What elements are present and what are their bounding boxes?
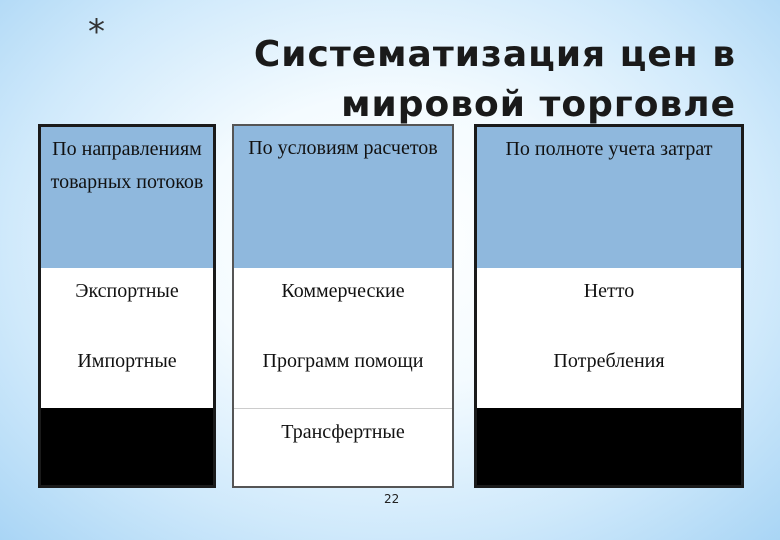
column-1-cell-2 xyxy=(41,338,213,408)
column-3-cell-2 xyxy=(477,338,741,408)
cell-text: Потребления xyxy=(553,350,665,372)
cell-text: Программ помощи xyxy=(262,350,424,372)
column-1-header: По направлениям товарных потоков xyxy=(41,127,213,268)
column-3-cell-1 xyxy=(477,268,741,338)
cell-text: Нетто xyxy=(583,280,635,302)
column-3-header: По полноте учета затрат xyxy=(477,127,741,268)
slide-title: Систематизация цен в мировой торговле xyxy=(253,34,736,125)
cell-text: Экспортные xyxy=(75,280,179,302)
column-2 xyxy=(232,124,454,488)
column-1-cell-1 xyxy=(41,268,213,338)
column-3 xyxy=(474,124,744,488)
column-3-cell-3 xyxy=(477,408,741,485)
column-1-cell-3 xyxy=(41,408,213,485)
bullet-asterisk: * xyxy=(88,12,105,52)
page-number: 22 xyxy=(384,492,400,506)
cell-text: Трансфертные xyxy=(281,421,405,443)
column-1 xyxy=(38,124,216,488)
cell-text: Импортные xyxy=(77,350,177,372)
column-2-cell-2 xyxy=(234,338,452,408)
column-2-cell-1 xyxy=(234,268,452,338)
column-2-cell-3 xyxy=(234,408,452,486)
column-2-header: По условиям расчетов xyxy=(234,126,452,268)
cell-text: Коммерческие xyxy=(281,280,405,302)
